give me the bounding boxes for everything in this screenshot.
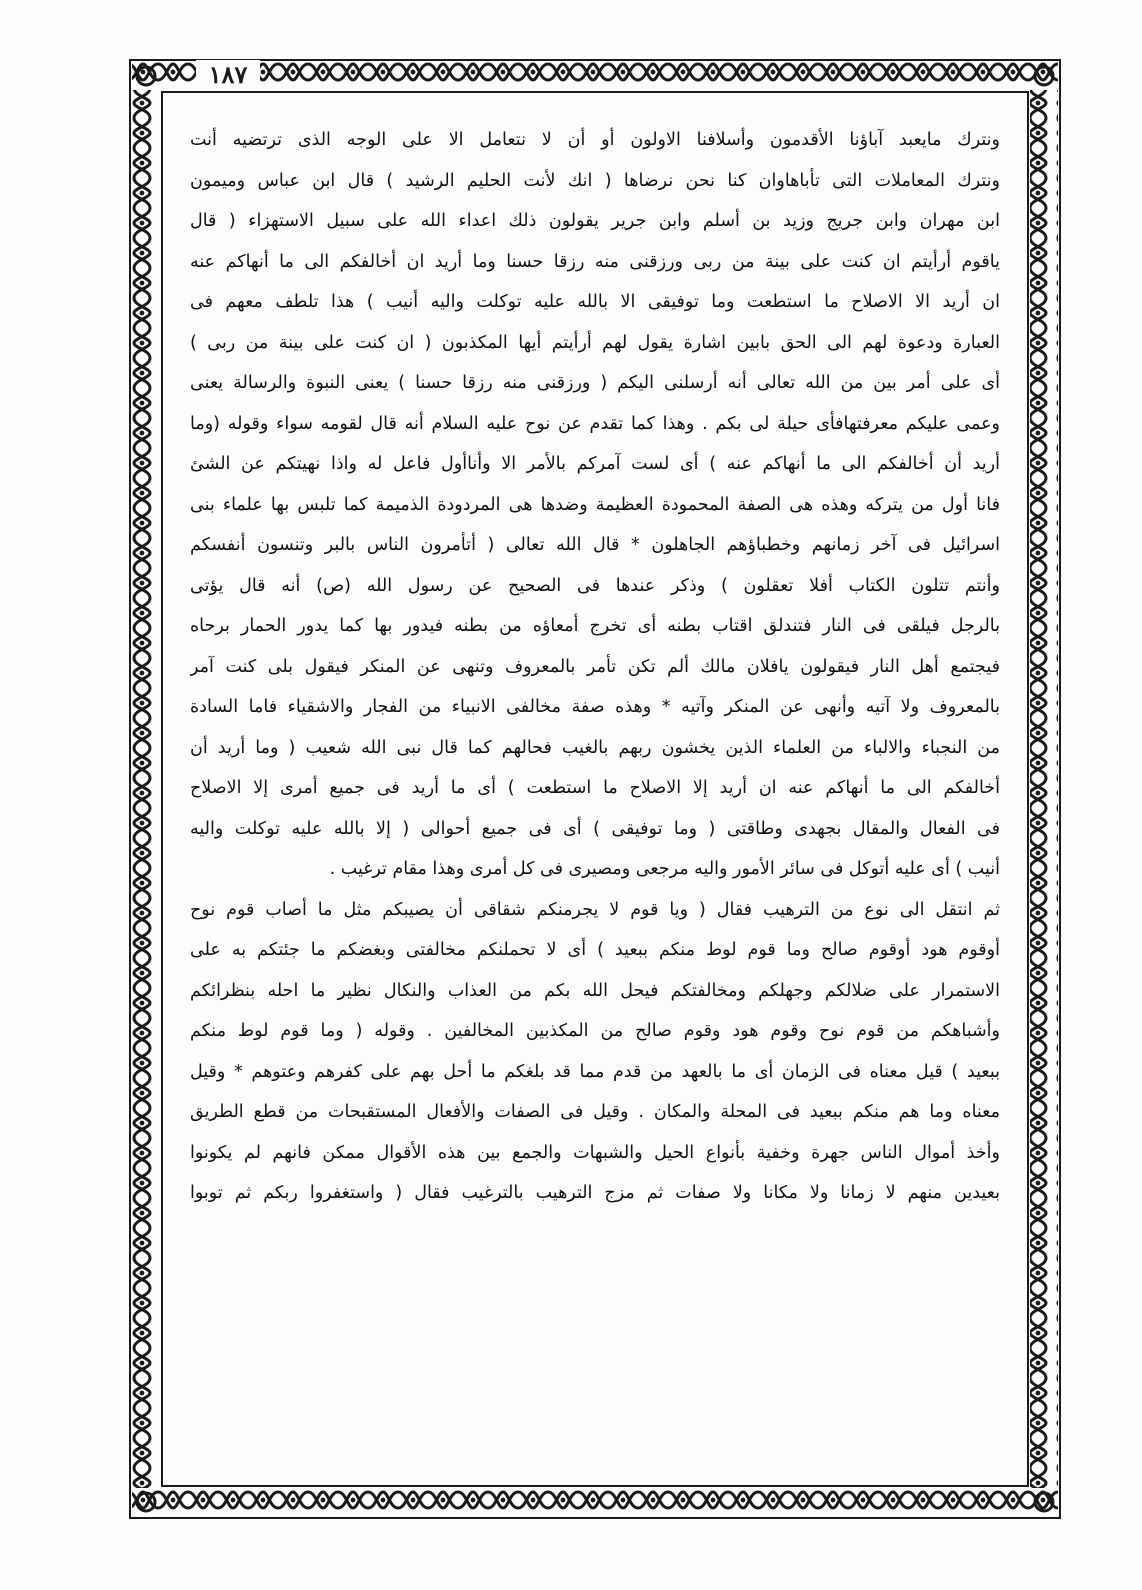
text-line: بعيدين منهم لا زمانا ولا مكانا ولا صفات ثم مزج الترهيب بالترغيب فقال ( واستغفروا ربكم ثم توبوا xyxy=(190,1183,1000,1203)
text-line: وأشباهكم من قوم نوح وقوم هود وقوم صالح من المكذبين المخالفين . وقوله ( وما قوم لوط منكم xyxy=(190,1021,1000,1041)
text-line: العبارة ودعوة لهم الى الحق بابين اشارة يقول لهم أرأيتم أيها المكذبون ( ان كنت على بينة من ربى ) xyxy=(190,332,1000,353)
text-line: وأنتم تتلون الكتاب أفلا تعقلون ) وذكر عندها فى الصحيح عن رسول الله (ص) أنه قال يؤتى xyxy=(190,575,1000,596)
body-text xyxy=(190,120,1000,1465)
text-line: من النجباء والالباء من العلماء الذين يخشون ربهم بالغيب فحالهم كما قال نبى الله شعيب ( وما أريد أن xyxy=(190,737,1000,758)
text-line: ونترك مايعبد آباؤنا الأقدمون وأسلافنا الاولون أو أن لا نتعامل الا على الوجه الذى ترتضيه أنت xyxy=(190,130,1000,150)
text-line: ونترك المعاملات التى تأباهاوان كنا نحن نرضاها ( انك لأنت الحليم الرشيد ) قال ابن عباس وميمون xyxy=(190,170,1000,191)
text-line: ثم انتقل الى نوع من الترهيب فقال ( ويا قوم لا يجرمنكم شقاقى أن يصيبكم مثل ما أصاب قوم نوح xyxy=(190,899,1000,920)
text-line: أنيب ) أى عليه أتوكل فى سائر الأمور واليه مرجعى ومصيرى فى كل أمرى وهذا مقام ترغيب . xyxy=(329,859,1000,879)
text-line: أريد أن أخالفكم الى ما أنهاكم عنه ) أى لست آمركم بالأمر الا وأناأول فاعل له واذا نهيتكم عن الشئ xyxy=(190,454,1000,474)
text-line: بالرجل فيلقى فى النار فتندلق اقتاب بطنه أى تخرج أمعاؤه من بطنه فيدور بها كما يدور الحمار برحاه xyxy=(190,616,1000,636)
text-line: ابن مهران وابن جريج وزيد بن أسلم وابن جرير يقولون ذلك اعداء الله على سبيل الاستهزاء ( قال xyxy=(190,211,1000,231)
text-line: أوقوم هود أوقوم صالح وما قوم لوط منكم ببعيد ) أى لا تحملنكم مخالفتى وبغضكم ما جئتكم به على xyxy=(190,940,1000,960)
text-line: فى الفعال والمقال بجهدى وطاقتى ( وما توفيقى ) أى فى جميع أحوالى ( إلا بالله عليه توكلت واليه xyxy=(190,818,1000,839)
text-line: الاستمرار على ضلالكم وجهلكم ومخالفتكم فيحل الله بكم من العذاب والنكال نظير ما احله بنظرائكم xyxy=(190,980,1000,1001)
text-line: وعمى عليكم معرفتهافأى حيلة لى بكم . وهذا كما تقدم عن نوح عليه السلام أنه قال لقومه سواء وقوله (وما xyxy=(190,413,1000,434)
text-line: فيجتمع أهل النار فيقولون يافلان مالك ألم تكن تأمر بالمعروف وتنهى عن المنكر فيقول بلى كنت آمر xyxy=(190,656,1000,677)
page-number: ١٨٧ xyxy=(196,60,260,90)
text-line: وأخذ أموال الناس جهرة وخفية بأنواع الحيل والشبهات والجمع بين هذه الأقوال ممكن فانهم لم يكونوا xyxy=(190,1142,1000,1163)
text-line: أى على أمر بين من الله تعالى أنه أرسلنى اليكم ( ورزقنى منه رزقا حسنا ) يعنى النبوة والرسالة يعنى xyxy=(190,373,1000,393)
text-line: ياقوم أرأيتم ان كنت على بينة من ربى ورزقنى منه رزقا حسنا وما أريد ان أخالفكم الى ما أنهاكم عنه xyxy=(190,251,1000,272)
text-line: معناه وما هم منكم ببعيد فى المحلة والمكان . وقيل فى الصفات والأفعال المستقبحات من قطع الطريق xyxy=(190,1102,1000,1122)
text-line: اسرائيل فى آخر زمانهم وخطباؤهم الجاهلون * قال الله تعالى ( أتأمرون الناس بالبر وتنسون أنفسكم xyxy=(190,535,1000,555)
text-line: بالمعروف ولا آتيه وأنهى عن المنكر وآتيه * وهذه صفة مخالفى الانبياء من الفجار والاشقياء فاما السادة xyxy=(190,697,1000,717)
page-frame xyxy=(128,58,1062,1520)
text-line: فانا أول من يتركه وهذه هى الصفة المحمودة العظيمة وضدها هى المردودة الذميمة كما تلبس بها علماء بنى xyxy=(190,494,1000,515)
text-line: أخالفكم الى ما أنهاكم عنه ان أريد إلا الاصلاح ما استطعت ) أى ما أريد فى جميع أمرى إلا الاصلاح xyxy=(190,778,1000,798)
text-line: ببعيد ) قيل معناه فى الزمان أى ما بالعهد من قدم مما قد بلغكم ما أحل بهم على كفرهم وعتوهم * وقيل xyxy=(190,1061,1000,1082)
text-line: ان أريد الا الاصلاح ما استطعت وما توفيقى الا بالله عليه توكلت واليه أنيب ) هذا تلطف معهم فى xyxy=(190,292,1000,312)
